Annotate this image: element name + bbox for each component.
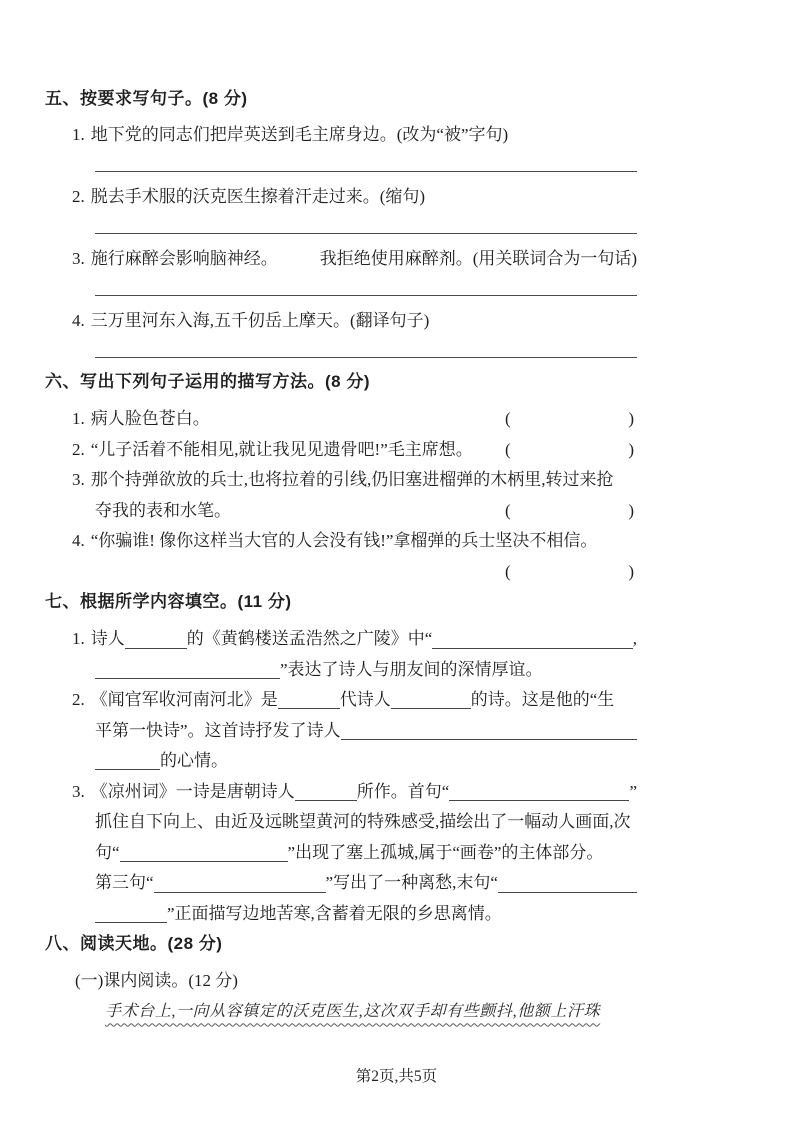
q6-item-4-paren-line: [72, 557, 637, 588]
item-number: 1.: [72, 125, 85, 144]
fill-in-blank: [120, 848, 288, 862]
item-text: 病人脸色苍白。: [90, 409, 210, 428]
item-text: 《闻官军收河南河北》是: [90, 690, 278, 709]
q6-item-3-line2: [95, 496, 637, 527]
exam-page-content: [45, 84, 637, 1027]
q6-item-2: [72, 435, 637, 466]
grading-parens: [505, 404, 634, 435]
item-text: 句“: [95, 842, 120, 862]
item-text: ”表达了诗人与朋友间的深情厚谊。: [280, 659, 543, 679]
item-number: 4.: [72, 531, 85, 550]
fill-in-blank: [95, 909, 167, 923]
answer-line: [95, 273, 637, 296]
item-text: 脱去手术服的沃克医生擦着汗走过来。(缩句): [90, 187, 426, 206]
item-text: ”正面描写边地苦寒,含蓄着无限的乡思离情。: [167, 903, 502, 923]
item-text: 抓住自下向上、由近及远眺望黄河的特殊感受,描绘出了一幅动人画面,次: [95, 812, 631, 831]
item-number: 4.: [72, 311, 85, 330]
fill-in-blank: [278, 695, 340, 709]
q7-item-3-line1: [72, 777, 637, 808]
q5-item-2: [72, 183, 637, 211]
q7-item-2-line3: [95, 746, 637, 777]
fill-in-blank: [432, 648, 632, 649]
item-text: 《凉州词》一诗是唐朝诗人: [90, 781, 295, 801]
item-text: 的诗。这是他的“生: [470, 690, 615, 709]
paren-open: (: [505, 500, 511, 520]
item-text: 三万里河东入海,五千仞岳上摩天。(翻译句子): [90, 311, 430, 330]
item-text: 的心情。: [160, 751, 228, 770]
item-text: 施行麻醉会影响脑神经。: [90, 249, 278, 268]
q7-item-2-line2: [95, 716, 637, 747]
section-seven: [45, 589, 637, 929]
answer-line: [95, 211, 637, 234]
item-text: 平第一快诗”。这首诗抒发了诗人: [95, 720, 341, 740]
passage-text: 手术台上,一向从容镇定的沃克医生,这次双手却有些颤抖,他额上汗珠: [105, 1002, 601, 1020]
section-six: [45, 369, 637, 587]
item-text: ”: [629, 781, 637, 801]
item-text: ,: [632, 629, 637, 648]
fill-in-blank: [498, 892, 637, 893]
answer-line: [95, 149, 637, 172]
section-five-heading: 五、按要求写句子。(8 分): [45, 89, 248, 108]
q7-item-3-line2: [95, 807, 637, 838]
paren-close: ): [628, 561, 634, 581]
item-text: 所作。首句“: [356, 781, 450, 801]
q6-item-3-line1: [72, 465, 637, 496]
fill-in-blank: [95, 665, 280, 679]
page-footer: 第2页,共5页: [355, 1068, 438, 1085]
fill-in-blank: [125, 648, 187, 649]
paren-close: ): [628, 409, 634, 428]
section-seven-heading: 七、根据所学内容填空。(11 分): [45, 592, 292, 611]
item-text: “你骗谁! 像你这样当大官的人会没有钱!”拿榴弹的兵士坚决不相信。: [90, 531, 598, 550]
item-text: 地下党的同志们把岸英送到毛主席身边。(改为“被”字句): [90, 125, 509, 144]
paren-open: (: [505, 409, 511, 428]
item-number: 1.: [72, 629, 85, 648]
q7-item-2-line1: [72, 685, 637, 716]
section-eight-subheading: (一)课内阅读。(12 分): [75, 971, 238, 990]
grading-parens: [505, 557, 634, 588]
item-number: 2.: [72, 187, 85, 206]
item-number: 3.: [72, 470, 85, 489]
paren-open: (: [505, 439, 511, 459]
q7-item-1-line2: [95, 655, 637, 686]
paren-close: ): [628, 500, 634, 520]
item-number: 3.: [72, 781, 85, 801]
section-six-heading: 六、写出下列句子运用的描写方法。(8 分): [45, 372, 370, 391]
q7-item-1-line1: [72, 624, 637, 655]
item-number: 3.: [72, 249, 85, 268]
paren-open: (: [505, 561, 511, 581]
section-five: [45, 86, 637, 358]
section-eight-heading: 八、阅读天地。(28 分): [45, 934, 223, 953]
q7-item-3-line3: [95, 838, 637, 869]
item-text: ”写出了一种离愁,末句“: [325, 873, 498, 892]
fill-in-blank: [341, 739, 637, 740]
item-text: 我拒绝使用麻醉剂。(用关联词合为一句话): [319, 249, 638, 268]
q7-item-3-line5: [95, 899, 637, 930]
item-number: 2.: [72, 439, 85, 459]
item-number: 2.: [72, 690, 85, 709]
q7-item-3-line4: [95, 868, 637, 899]
section-eight: [45, 931, 637, 1027]
item-text: 诗人: [90, 629, 125, 648]
q5-item-3: [72, 245, 637, 273]
item-text: 的《黄鹤楼送孟浩然之广陵》中“: [186, 629, 433, 648]
item-text: 那个持弹欲放的兵士,也将拉着的引线,仍旧塞进榴弹的木柄里,转过来抢: [90, 470, 614, 489]
item-text: 代诗人: [339, 690, 391, 709]
answer-line: [95, 335, 637, 358]
reading-passage-line: [105, 997, 637, 1027]
q5-item-4: [72, 307, 637, 335]
q6-item-1: [72, 404, 637, 435]
q6-item-4: [72, 526, 637, 557]
fill-in-blank: [295, 800, 357, 801]
fill-in-blank: [95, 756, 160, 770]
item-number: 1.: [72, 409, 85, 428]
fill-in-blank: [449, 800, 629, 801]
fill-in-blank: [391, 695, 471, 709]
item-text: 第三句“: [95, 873, 154, 892]
fill-in-blank: [154, 892, 326, 893]
item-text: 夺我的表和水笔。: [95, 500, 231, 520]
q5-item-1: [72, 121, 637, 149]
grading-parens: [505, 435, 634, 466]
item-text: “儿子活着不能相见,就让我见见遗骨吧!”毛主席想。: [90, 439, 473, 459]
paren-close: ): [628, 439, 634, 459]
item-text: ”出现了塞上孤城,属于“画卷”的主体部分。: [287, 842, 604, 862]
grading-parens: [505, 496, 634, 527]
